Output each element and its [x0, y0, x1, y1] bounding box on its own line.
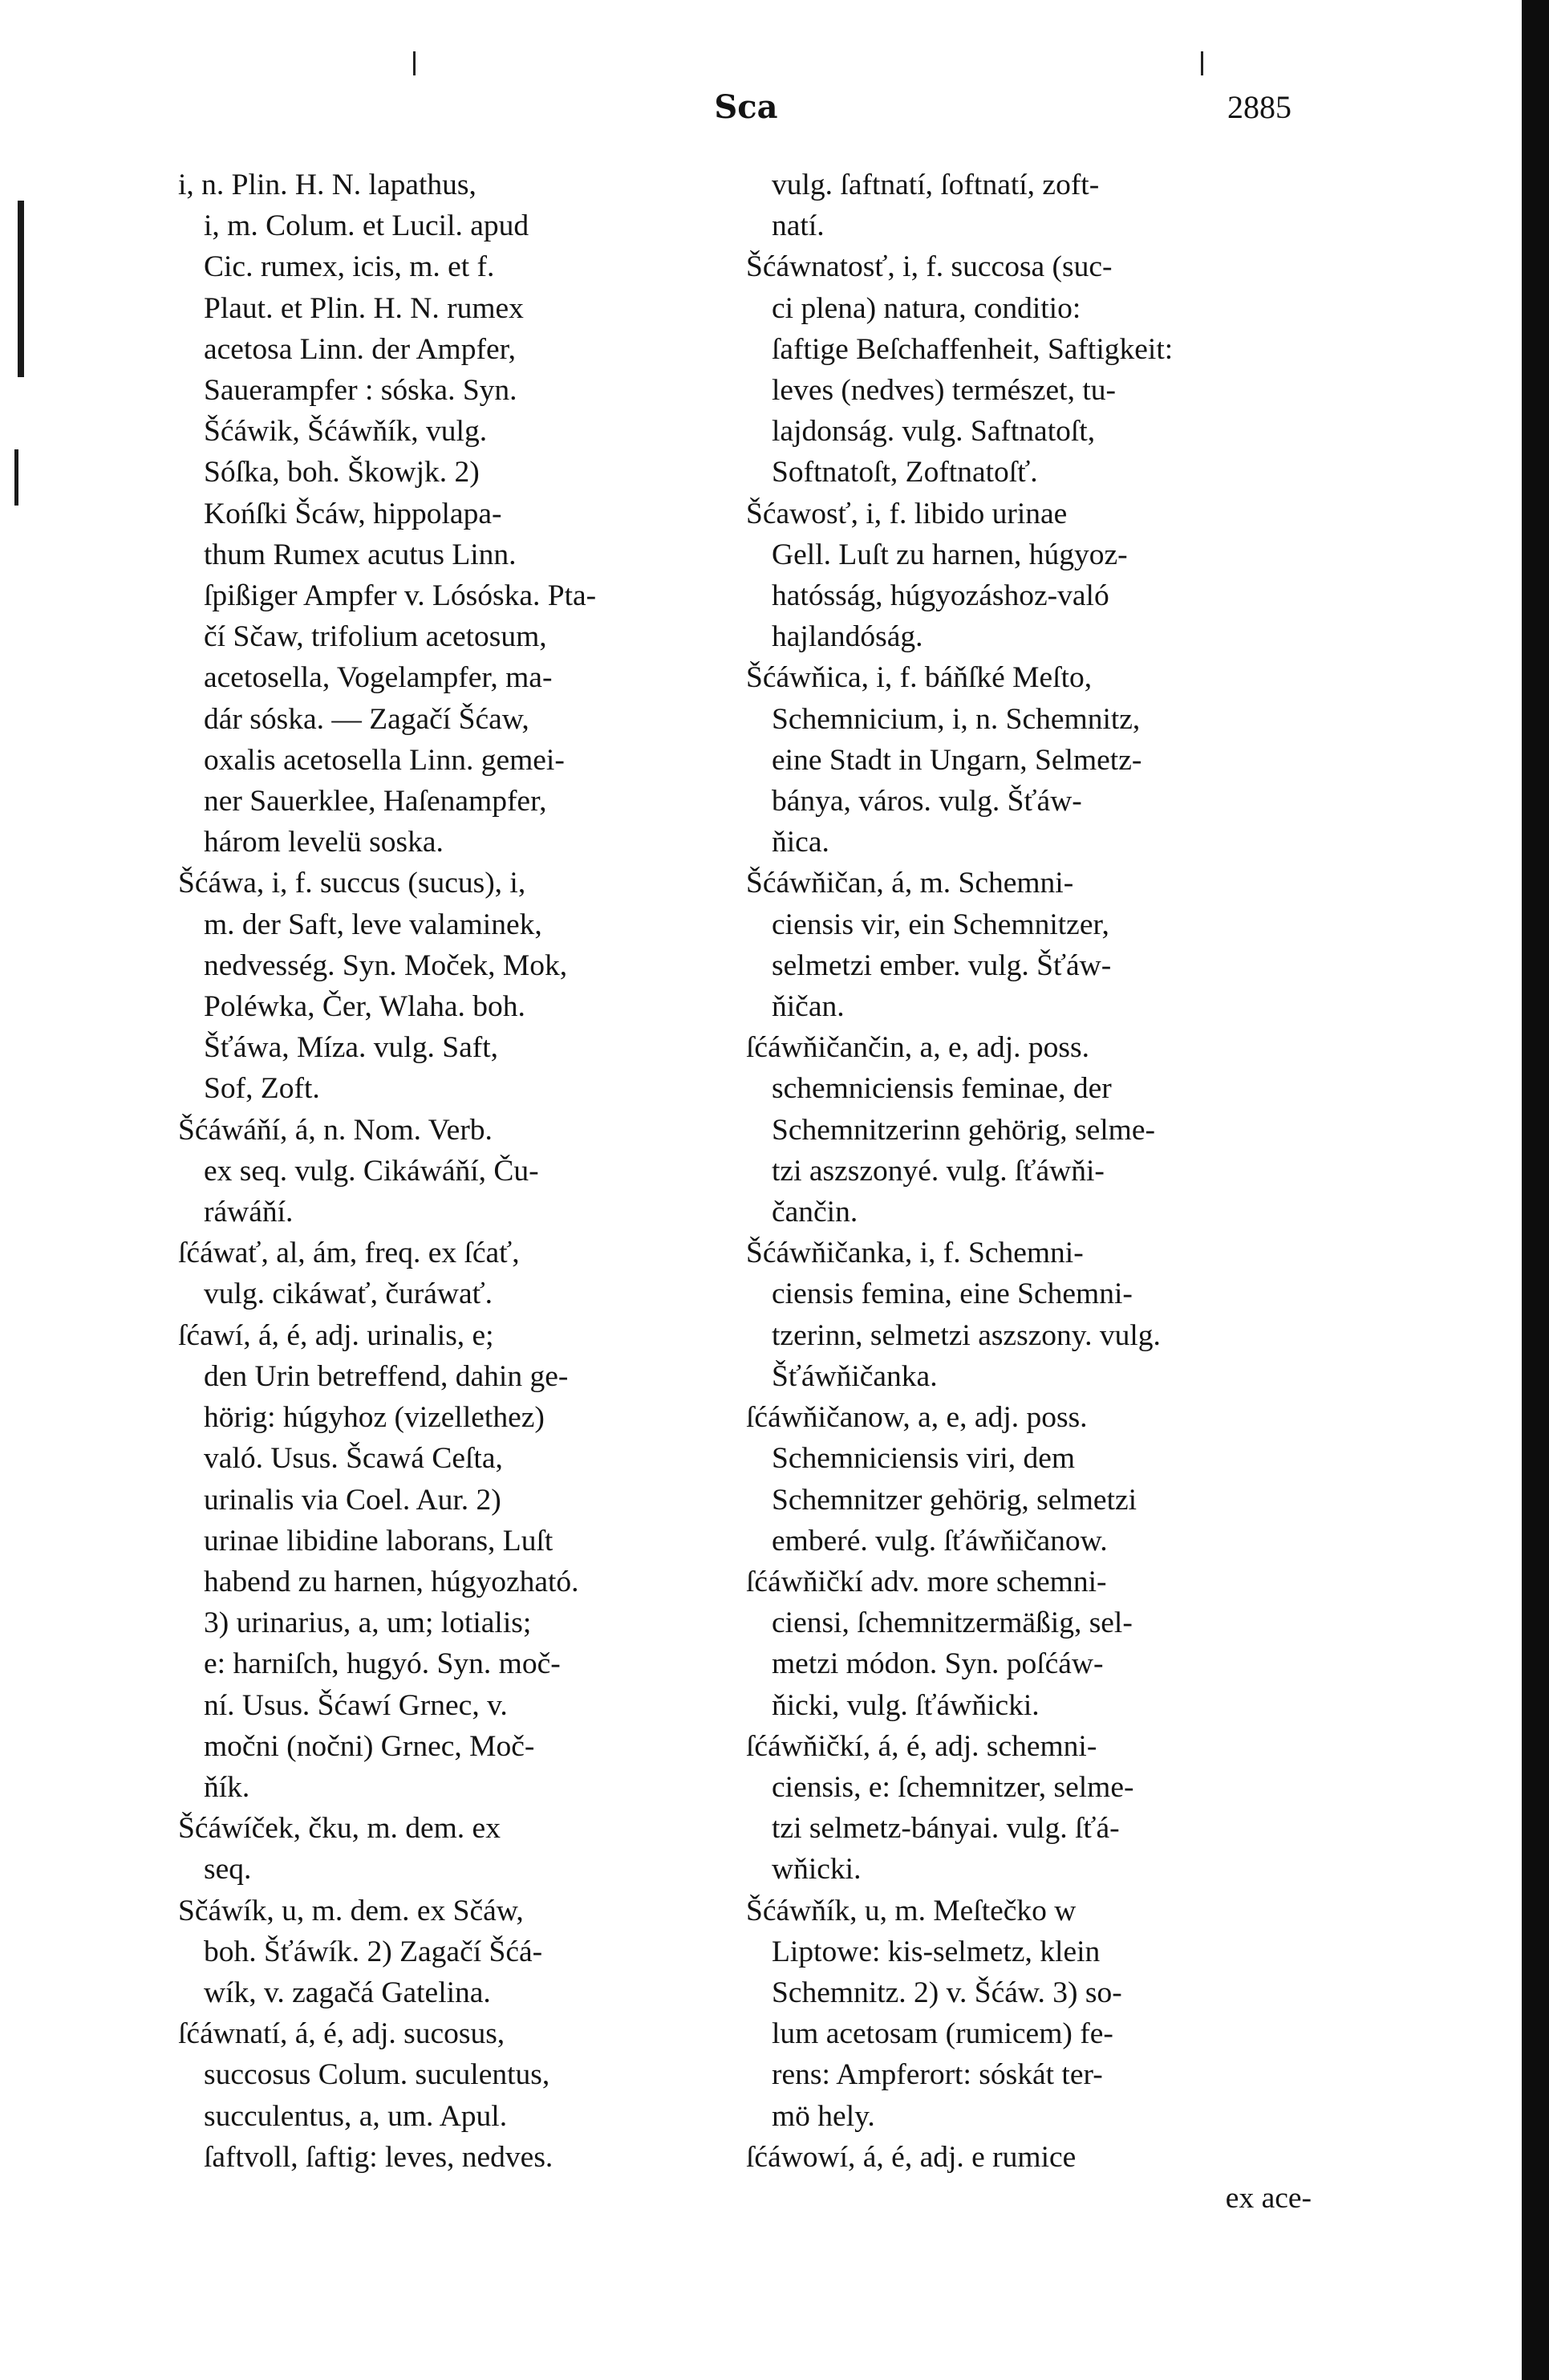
text-line: wík, v. zagačá Gatelina. — [204, 1976, 491, 2009]
text-line: ex seq. vulg. Cikáwáňí, Ču- — [204, 1154, 539, 1188]
text-line: ci plena) natura, conditio: — [772, 291, 1081, 325]
text-line: čančin. — [772, 1196, 858, 1229]
text-line: Sof, Zoft. — [204, 1072, 320, 1106]
text-line: Šćáwňičan, á, m. Schemni- — [746, 867, 1074, 900]
text-line: oxalis acetosella Linn. gemei- — [204, 743, 565, 777]
text-line: ſćáwňičanow, a, e, adj. poss. — [746, 1401, 1088, 1435]
text-line: Šćáwa, i, f. succus (sucus), i, — [178, 867, 526, 900]
text-line: habend zu harnen, húgyozható. — [204, 1565, 579, 1598]
scan-edge — [1522, 0, 1549, 2380]
text-line: tzerinn, selmetzi aszszony. vulg. — [772, 1318, 1161, 1352]
text-line: leves (nedves) természet, tu- — [772, 374, 1116, 408]
text-line: ſćáwať, al, ám, freq. ex ſćať, — [178, 1237, 520, 1270]
text-line: seq. — [204, 1853, 252, 1887]
text-line: való. Usus. Šcawá Ceſta, — [204, 1442, 503, 1476]
margin-mark — [18, 201, 24, 377]
text-line: Šťáwňičanka. — [772, 1359, 938, 1393]
text-line: hajlandóság. — [772, 620, 923, 654]
text-line: Schemnicium, i, n. Schemnitz, — [772, 702, 1141, 736]
text-line: e: harniſch, hugyó. Syn. moč- — [204, 1647, 561, 1681]
text-line: ňicki, vulg. ſťáwňicki. — [772, 1688, 1040, 1722]
text-line: čí Sčaw, trifolium acetosum, — [204, 620, 547, 654]
text-line: wňicki. — [772, 1853, 862, 1887]
text-line: Schemnitzerinn gehörig, selme- — [772, 1113, 1155, 1147]
text-line: Šćáwňičanka, i, f. Schemni- — [746, 1237, 1084, 1270]
text-line: Końſki Šcáw, hippolapa- — [204, 497, 502, 530]
text-line: hatósság, húgyozáshoz-való — [772, 579, 1109, 613]
text-line: ciensis vir, ein Schemnitzer, — [772, 908, 1109, 941]
text-line: Schemnitzer gehörig, selmetzi — [772, 1483, 1137, 1517]
text-line: Schemniciensis viri, dem — [772, 1442, 1076, 1476]
text-line: ciensis, e: ſchemnitzer, selme- — [772, 1770, 1134, 1804]
text-line: dár sóska. — Zagačí Šćaw, — [204, 702, 529, 736]
text-line: ňičan. — [772, 990, 845, 1024]
text-line: ſćawí, á, é, adj. urinalis, e; — [178, 1318, 494, 1352]
text-line: nedvesség. Syn. Moček, Mok, — [204, 948, 568, 982]
left-column — [178, 164, 720, 2178]
text-line: Šćáwáňí, á, n. Nom. Verb. — [178, 1113, 493, 1147]
text-line: ſaftige Beſchaffenheit, Saftigkeit: — [772, 332, 1174, 366]
text-line: ſaftvoll, ſaftig: leves, nedves. — [204, 2140, 554, 2174]
text-line: három levelü soska. — [204, 826, 444, 859]
text-line: lum acetosam (rumicem) fe- — [772, 2017, 1113, 2051]
column-tick-mark — [413, 51, 416, 75]
text-line: ſćáwňičkí, á, é, adj. schemni- — [746, 1729, 1097, 1763]
text-line: Cic. rumex, icis, m. et f. — [204, 250, 495, 284]
text-line: Liptowe: kis-selmetz, klein — [772, 1935, 1101, 1968]
text-line: rens: Ampferort: sóskát ter- — [772, 2058, 1103, 2092]
text-line: thum Rumex acutus Linn. — [204, 538, 517, 571]
text-line: 3) urinarius, a, um; lotialis; — [204, 1606, 532, 1640]
text-line: bánya, város. vulg. Šťáw- — [772, 785, 1082, 818]
text-line: succulentus, a, um. Apul. — [204, 2099, 508, 2133]
text-line: ſćáwnatí, á, é, adj. sucosus, — [178, 2017, 505, 2051]
text-line: tzi selmetz-bányai. vulg. ſťá- — [772, 1812, 1120, 1846]
text-line: Plaut. et Plin. H. N. rumex — [204, 291, 524, 325]
text-line: eine Stadt in Ungarn, Selmetz- — [772, 743, 1142, 777]
text-line: Šćáwik, Šćáwňík, vulg. — [204, 415, 488, 449]
text-line: Šćáwíček, čku, m. dem. ex — [178, 1812, 501, 1846]
text-line: ſćáwňičančin, a, e, adj. poss. — [746, 1031, 1089, 1065]
text-line: ſćáwowí, á, é, adj. e rumice — [746, 2140, 1077, 2174]
text-line: selmetzi ember. vulg. Šťáw- — [772, 948, 1112, 982]
text-line: ciensi, ſchemnitzermäßig, sel- — [772, 1606, 1133, 1640]
text-line: den Urin betreffend, dahin ge- — [204, 1359, 569, 1393]
text-line: Sčáwík, u, m. dem. ex Sčáw, — [178, 1894, 524, 1927]
text-line: ciensis femina, eine Schemni- — [772, 1277, 1133, 1311]
right-column — [746, 164, 1312, 2219]
text-line: ſćáwňičkí adv. more schemni- — [746, 1565, 1107, 1598]
page-number: 2885 — [1227, 89, 1292, 125]
text-line: m. der Saft, leve valaminek, — [204, 908, 542, 941]
text-line: ſpißiger Ampfer v. Lósóska. Pta- — [204, 579, 597, 613]
text-line: metzi módon. Syn. poſćáw- — [772, 1647, 1104, 1681]
text-line: Sóſka, boh. Škowjk. 2) — [204, 456, 480, 489]
text-line: Šťáwa, Míza. vulg. Saft, — [204, 1031, 498, 1065]
text-line: hörig: húgyhoz (vizellethez) — [204, 1401, 545, 1435]
text-line: mö hely. — [772, 2099, 875, 2133]
text-line: Gell. Luſt zu harnen, húgyoz- — [772, 538, 1128, 571]
text-line: vulg. ſaftnatí, ſoftnatí, zoft- — [772, 169, 1100, 201]
column-tick-mark — [1201, 51, 1203, 75]
text-line: Šćáwnatosť, i, f. succosa (suc- — [746, 250, 1113, 284]
text-line: urinae libidine laborans, Luſt — [204, 1524, 554, 1558]
text-line: močni (nočni) Grnec, Moč- — [204, 1729, 535, 1763]
text-line: ex ace- — [1225, 2181, 1312, 2215]
text-line: Softnatoſt, Zoftnatoſť. — [772, 456, 1038, 489]
text-line: Šćáwňík, u, m. Meſtečko w — [746, 1894, 1077, 1927]
text-line: Poléwka, Čer, Wlaha. boh. — [204, 990, 525, 1024]
text-line: ner Sauerklee, Haſenampfer, — [204, 785, 547, 818]
text-line: ráwáňí. — [204, 1196, 294, 1229]
running-head: Sca — [714, 88, 778, 126]
text-line: ňica. — [772, 826, 829, 859]
text-line: ňík. — [204, 1770, 250, 1804]
text-line: lajdonság. vulg. Saftnatoſt, — [772, 415, 1096, 449]
text-line: Šćawosť, i, f. libido urinae — [746, 497, 1068, 530]
text-line: emberé. vulg. ſťáwňičanow. — [772, 1524, 1108, 1558]
text-line: Sauerampfer : sóska. Syn. — [204, 374, 517, 408]
text-line: natí. — [772, 209, 825, 243]
text-line: acetosa Linn. der Ampfer, — [204, 332, 516, 366]
text-line: schemniciensis feminae, der — [772, 1072, 1112, 1106]
text-line: Šćáwňica, i, f. báňſké Meſto, — [746, 661, 1093, 695]
margin-mark — [14, 449, 18, 506]
text-line: succosus Colum. suculentus, — [204, 2058, 550, 2092]
text-line: vulg. cikáwať, čuráwať. — [204, 1277, 493, 1311]
text-line: Schemnitz. 2) v. Šćáw. 3) so- — [772, 1976, 1122, 2009]
text-line: i, n. Plin. H. N. lapathus, — [178, 169, 476, 201]
text-line: i, m. Colum. et Lucil. apud — [204, 209, 529, 243]
text-line: urinalis via Coel. Aur. 2) — [204, 1483, 501, 1517]
text-line: ní. Usus. Šćawí Grnec, v. — [204, 1688, 508, 1722]
text-line: tzi aszszonyé. vulg. ſťáwňi- — [772, 1154, 1105, 1188]
text-line: boh. Šťáwík. 2) Zagačí Šćá- — [204, 1935, 543, 1968]
text-line: acetosella, Vogelampfer, ma- — [204, 661, 553, 695]
